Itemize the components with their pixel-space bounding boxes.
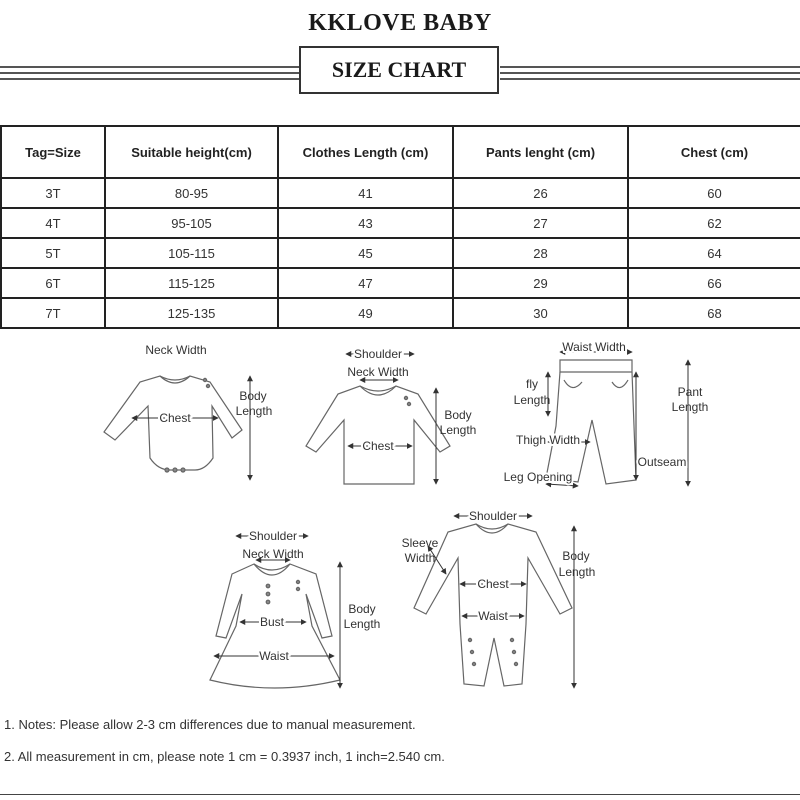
shirt-diagram xyxy=(306,386,450,484)
label-thigh-width: Thigh Width xyxy=(515,433,581,447)
header-rule xyxy=(500,72,800,74)
label-leg-opening: Leg Opening xyxy=(503,470,573,484)
cell-clothes-length: 41 xyxy=(278,178,453,208)
table-row xyxy=(1,178,800,208)
label-waist: Waist xyxy=(478,609,508,623)
label-length: Length xyxy=(235,404,273,418)
cell-chest: 66 xyxy=(628,268,800,298)
cell-height: 115-125 xyxy=(105,268,278,298)
cell-pants-length: 28 xyxy=(453,238,628,268)
table-header-row xyxy=(1,126,800,178)
header-pants-length: Pants lenght (cm) xyxy=(453,126,628,178)
header-rule xyxy=(0,72,300,74)
label-neck-width: Neck Width xyxy=(242,547,304,561)
header-rule xyxy=(0,66,300,68)
note-differences: 1. Notes: Please allow 2-3 cm differences due to manual measurement. xyxy=(4,717,416,732)
label-length: Length xyxy=(343,617,381,631)
label-pant-length: Length xyxy=(671,400,709,414)
label-sleeve: Sleeve xyxy=(401,536,439,550)
cell-pants-length: 29 xyxy=(453,268,628,298)
cell-height: 125-135 xyxy=(105,298,278,328)
cell-chest: 64 xyxy=(628,238,800,268)
bottom-divider xyxy=(0,794,800,795)
cell-pants-length: 27 xyxy=(453,208,628,238)
header-height: Suitable height(cm) xyxy=(105,126,278,178)
cell-size: 6T xyxy=(1,268,105,298)
label-shoulder: Shoulder xyxy=(248,529,298,543)
cell-clothes-length: 45 xyxy=(278,238,453,268)
note-conversion: 2. All measurement in cm, please note 1 cm = 0.3937 inch, 1 inch=2.540 cm. xyxy=(4,749,445,764)
pants-diagram xyxy=(546,360,636,484)
header-tag-size: Tag=Size xyxy=(1,126,105,178)
label-bust: Bust xyxy=(259,615,285,629)
label-shoulder: Shoulder xyxy=(353,347,403,361)
label-outseam: Outseam xyxy=(637,455,687,469)
table-row xyxy=(1,208,800,238)
cell-height: 80-95 xyxy=(105,178,278,208)
header-clothes-length: Clothes Length (cm) xyxy=(278,126,453,178)
cell-size: 7T xyxy=(1,298,105,328)
cell-size: 4T xyxy=(1,208,105,238)
cell-size: 3T xyxy=(1,178,105,208)
label-body: Body xyxy=(348,602,376,616)
label-length: Length xyxy=(439,423,477,437)
label-neck-width: Neck Width xyxy=(347,365,409,379)
label-body: Body xyxy=(444,408,472,422)
label-waist: Waist xyxy=(259,649,289,663)
cell-chest: 62 xyxy=(628,208,800,238)
table-row xyxy=(1,268,800,298)
label-chest: Chest xyxy=(477,577,509,591)
header-rule xyxy=(500,66,800,68)
label-waist-width: Waist Width xyxy=(562,340,626,354)
header-rule xyxy=(0,78,300,80)
label-pant: Pant xyxy=(677,385,703,399)
label-body: Body xyxy=(562,549,590,563)
label-body: Body xyxy=(239,389,267,403)
label-length: Length xyxy=(558,565,596,579)
size-table xyxy=(0,125,800,329)
label-sleeve-width: Width xyxy=(404,551,436,565)
brand-title: KKLOVE BABY xyxy=(308,10,492,36)
header-rule xyxy=(500,78,800,80)
cell-pants-length: 26 xyxy=(453,178,628,208)
label-fly-length: Length xyxy=(513,393,551,407)
header-chest: Chest (cm) xyxy=(628,126,800,178)
label-shoulder: Shoulder xyxy=(468,509,518,523)
label-neck-width: Neck Width xyxy=(145,343,207,357)
cell-chest: 68 xyxy=(628,298,800,328)
size-chart-title: SIZE CHART xyxy=(299,46,499,94)
table-row xyxy=(1,298,800,328)
cell-clothes-length: 49 xyxy=(278,298,453,328)
cell-pants-length: 30 xyxy=(453,298,628,328)
cell-clothes-length: 47 xyxy=(278,268,453,298)
cell-clothes-length: 43 xyxy=(278,208,453,238)
cell-height: 95-105 xyxy=(105,208,278,238)
label-chest: Chest xyxy=(362,439,394,453)
table-row xyxy=(1,238,800,268)
label-chest: Chest xyxy=(159,411,191,425)
cell-size: 5T xyxy=(1,238,105,268)
label-fly: fly xyxy=(526,377,538,391)
cell-height: 105-115 xyxy=(105,238,278,268)
measurement-diagrams xyxy=(0,336,800,706)
cell-chest: 60 xyxy=(628,178,800,208)
